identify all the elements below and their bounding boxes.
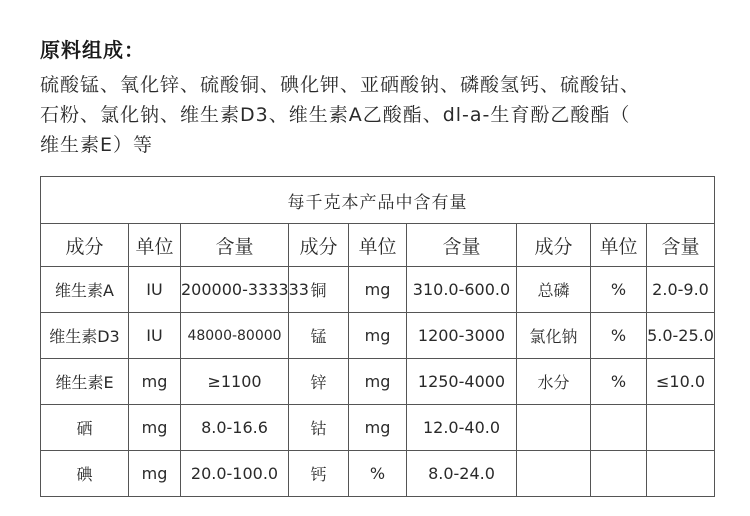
table-cell	[517, 405, 591, 451]
ingredients-line: 硫酸锰、氧化锌、硫酸铜、碘化钾、亚硒酸钠、磷酸氢钙、硫酸钴、	[40, 74, 641, 96]
table-title-row	[41, 177, 715, 224]
table-cell: 20.0-100.0	[181, 451, 289, 497]
table-cell: 总磷	[517, 267, 591, 313]
column-header: 成分	[41, 224, 129, 267]
table-cell: 1250-4000	[407, 359, 517, 405]
table-cell: 维生素E	[41, 359, 129, 405]
table-cell: mg	[349, 313, 407, 359]
column-header: 含量	[647, 224, 715, 267]
table-cell: 碘	[41, 451, 129, 497]
table-cell	[591, 451, 647, 497]
table-cell: mg	[349, 405, 407, 451]
ingredients-text	[40, 70, 720, 160]
table-row	[41, 313, 715, 359]
table-cell: 硒	[41, 405, 129, 451]
column-header: 单位	[129, 224, 181, 267]
table-cell: 钙	[289, 451, 349, 497]
table-cell	[647, 405, 715, 451]
table-cell: 钴	[289, 405, 349, 451]
table-cell: mg	[129, 405, 181, 451]
table-row	[41, 405, 715, 451]
table-cell: %	[349, 451, 407, 497]
table-cell: 1200-3000	[407, 313, 517, 359]
table-cell	[517, 451, 591, 497]
column-header: 含量	[181, 224, 289, 267]
table-cell: ≤10.0	[647, 359, 715, 405]
ingredients-line: 石粉、氯化钠、维生素D3、维生素A乙酸酯、dl-a-生育酚乙酸酯（	[40, 104, 631, 126]
table-header-row	[41, 224, 715, 267]
table-row	[41, 359, 715, 405]
table-cell: 8.0-16.6	[181, 405, 289, 451]
table-row	[41, 451, 715, 497]
table-cell: 5.0-25.0	[647, 313, 715, 359]
table-cell: 维生素A	[41, 267, 129, 313]
table-cell: 锰	[289, 313, 349, 359]
table-cell: 12.0-40.0	[407, 405, 517, 451]
table-cell: 水分	[517, 359, 591, 405]
table-cell: 310.0-600.0	[407, 267, 517, 313]
ingredients-line: 维生素E）等	[40, 134, 154, 156]
nutrient-table	[40, 176, 715, 497]
table-title: 每千克本产品中含有量	[41, 177, 715, 224]
table-cell: IU	[129, 267, 181, 313]
section-heading: 原料组成：	[40, 38, 145, 62]
table-cell: 铜	[289, 267, 349, 313]
column-header: 含量	[407, 224, 517, 267]
table-cell: ≥1100	[181, 359, 289, 405]
column-header: 成分	[517, 224, 591, 267]
table-cell	[591, 405, 647, 451]
table-cell: mg	[349, 359, 407, 405]
table-cell: 48000-80000	[181, 313, 289, 359]
table-cell: %	[591, 267, 647, 313]
table-cell: 锌	[289, 359, 349, 405]
column-header: 成分	[289, 224, 349, 267]
table-cell: mg	[129, 451, 181, 497]
table-cell: %	[591, 313, 647, 359]
table-cell: 8.0-24.0	[407, 451, 517, 497]
column-header: 单位	[591, 224, 647, 267]
table-cell	[647, 451, 715, 497]
table-cell: mg	[129, 359, 181, 405]
table-cell: 200000-333333	[181, 267, 289, 313]
table-row	[41, 267, 715, 313]
table-cell: mg	[349, 267, 407, 313]
table-cell: 维生素D3	[41, 313, 129, 359]
table-cell: 2.0-9.0	[647, 267, 715, 313]
table-cell: %	[591, 359, 647, 405]
table-cell: 氯化钠	[517, 313, 591, 359]
column-header: 单位	[349, 224, 407, 267]
table-cell: IU	[129, 313, 181, 359]
